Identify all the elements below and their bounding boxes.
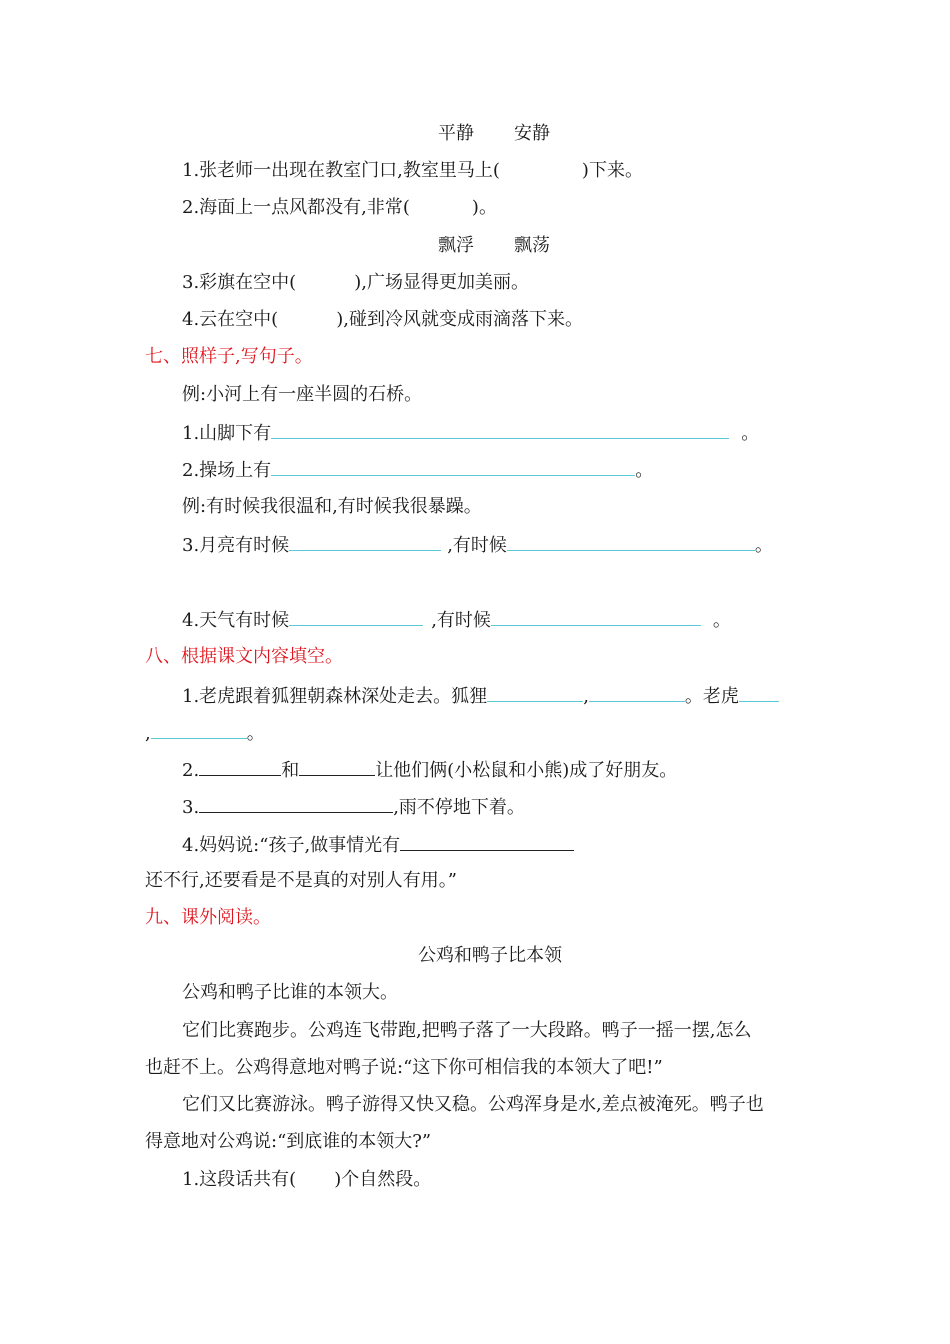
question-8-3: 3. ,雨不停地下着。	[182, 794, 525, 820]
word-choice-pair-1	[438, 122, 550, 146]
answer-line[interactable]	[299, 757, 375, 776]
word-option: 安静	[514, 123, 550, 144]
story-paragraph-3-line-2: 得意地对公鸡说:“到底谁的本领大?”	[145, 1131, 432, 1152]
answer-line[interactable]	[151, 720, 247, 739]
answer-line[interactable]	[271, 457, 635, 476]
answer-line[interactable]	[289, 532, 441, 551]
question-8-4: 4.妈妈说:“孩子,做事情光有	[182, 832, 574, 858]
question-6-2: 2.海面上一点风都没有,非常( )。	[182, 197, 497, 218]
question-6-3: 3.彩旗在空中( ),广场显得更加美丽。	[182, 272, 529, 293]
word-option: 飘荡	[514, 235, 550, 256]
answer-line[interactable]	[289, 607, 423, 626]
question-8-1-cont: , 。	[145, 720, 265, 746]
word-option: 飘浮	[438, 235, 474, 256]
question-7-1: 1.山脚下有 。	[182, 420, 759, 446]
question-7-4: 4.天气有时候 ,有时候 。	[182, 607, 731, 633]
question-9-1: 1.这段话共有( )个自然段。	[182, 1169, 432, 1190]
story-paragraph-2-line-2: 也赶不上。公鸡得意地对鸭子说:“这下你可相信我的本领大了吧!”	[145, 1057, 663, 1078]
answer-line[interactable]	[199, 757, 281, 776]
answer-line[interactable]	[589, 683, 685, 702]
question-6-4: 4.云在空中( ),碰到冷风就变成雨滴落下来。	[182, 309, 583, 330]
question-8-2: 2. 和 让他们俩(小松鼠和小熊)成了好朋友。	[182, 757, 677, 783]
question-8-1: 1.老虎跟着狐狸朝森林深处走去。狐狸 , 。老虎	[182, 683, 779, 709]
question-6-1: 1.张老师一出现在教室门口,教室里马上( )下来。	[182, 160, 643, 181]
story-paragraph-1: 公鸡和鸭子比谁的本领大。	[182, 982, 398, 1003]
story-paragraph-3-line-1: 它们又比赛游泳。鸭子游得又快又稳。公鸡浑身是水,差点被淹死。鸭子也	[182, 1094, 764, 1115]
answer-line[interactable]	[487, 683, 583, 702]
answer-line[interactable]	[271, 420, 729, 439]
answer-line[interactable]	[507, 532, 755, 551]
section-7-title: 七、照样子,写句子。	[145, 346, 313, 367]
example-2: 例:有时候我很温和,有时候我很暴躁。	[182, 496, 482, 517]
question-7-2: 2.操场上有 。	[182, 457, 653, 483]
answer-line[interactable]	[739, 683, 779, 702]
example-1: 例:小河上有一座半圆的石桥。	[182, 384, 423, 405]
section-8-title: 八、根据课文内容填空。	[145, 646, 343, 667]
section-9-title: 九、课外阅读。	[145, 907, 271, 928]
answer-line[interactable]	[199, 794, 393, 813]
word-option: 平静	[438, 123, 474, 144]
answer-line[interactable]	[491, 607, 701, 626]
story-paragraph-2-line-1: 它们比赛跑步。公鸡连飞带跑,把鸭子落了一大段路。鸭子一摇一摆,怎么	[182, 1020, 752, 1041]
question-7-3: 3.月亮有时候 ,有时候 。	[182, 532, 773, 558]
story-title: 公鸡和鸭子比本领	[418, 945, 562, 966]
word-choice-pair-2	[438, 234, 550, 258]
answer-line[interactable]	[400, 832, 574, 851]
question-8-4-cont: 还不行,还要看是不是真的对别人有用。”	[145, 870, 457, 891]
